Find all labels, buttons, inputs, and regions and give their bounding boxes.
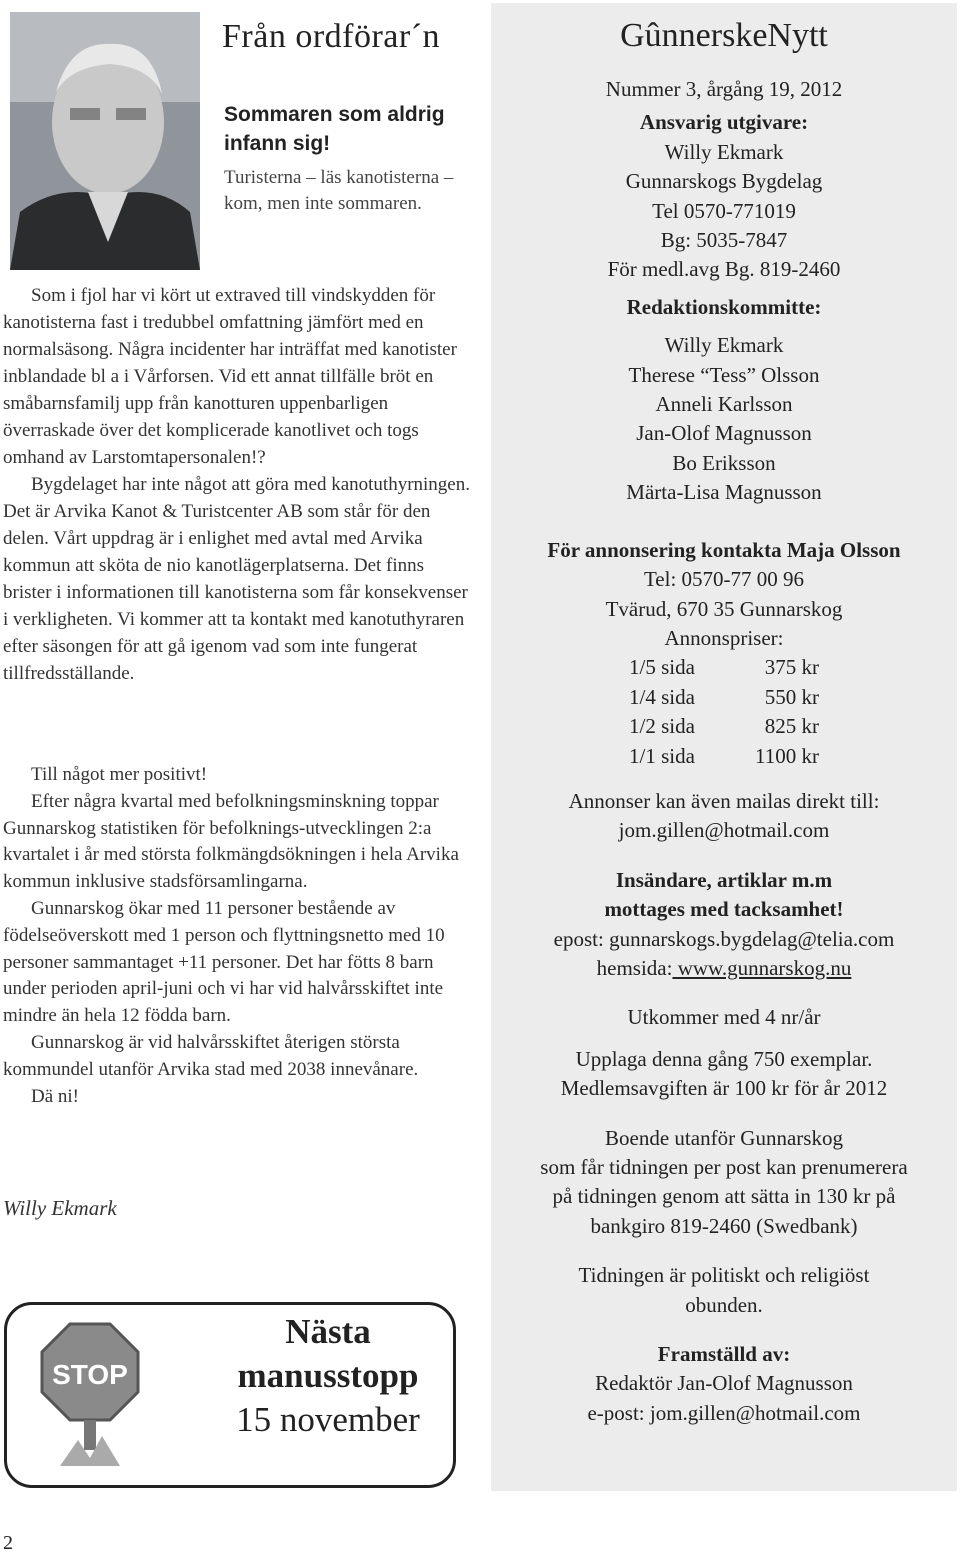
paragraph: Gunnarskog är vid halvårsskiftet återigen största kommundel utanför Arvika stad med 2038 innevånare.: [3, 1031, 419, 1080]
publisher-line: Bg: 5035-7847: [660, 228, 788, 253]
politics-line: obunden.: [685, 1292, 763, 1317]
page-title: Från ordförar´n: [222, 18, 441, 55]
price-size: 1/4 sida: [629, 684, 695, 709]
committee-heading: Redaktionskommitte:: [626, 294, 822, 319]
website-label: hemsida:: [596, 955, 673, 980]
frequency-line: Utkommer med 4 nr/år: [627, 1005, 821, 1030]
submissions-heading: mottages med tacksamhet!: [604, 897, 844, 922]
price-row: [491, 683, 957, 712]
submissions-heading: Insändare, artiklar m.m: [615, 867, 833, 892]
committee-member: Anneli Karlsson: [655, 392, 793, 417]
page-number: 2: [3, 1532, 13, 1554]
signature: Willy Ekmark: [3, 1196, 117, 1220]
subscription-line: som får tidningen per post kan prenumerera: [540, 1155, 908, 1179]
paragraph: Gunnarskog ökar med 11 personer bestående av födelseöverskott med 1 person och flyttningsnetto med 10 personer sammantaget +11 personer. Det har fötts 8 barn under perioden april-juni och vi har vid halvårsskiftet inte mindre än hela 12 födda barn.: [3, 897, 445, 1027]
paragraph: Bygdelaget har inte något att göra med kanotuthyrningen. Det är Arvika Kanot & Turistcenter AB som står för den delen. Vårt uppdrag är i enlighet med avtal med Arvika kommun att sköta de nio kanotlägerplatserna. Det finns brister i informationen till kanotisterna som får konsekvenser i verkligheten. Vi kommer att ta kontakt med kanotuthyraren efter säsongen för att gå igenom vad som inte fungerat tillfredsställande.: [3, 474, 470, 684]
publisher-line: För medl.avg Bg. 819-2460: [607, 257, 841, 282]
price-size: 1/2 sida: [629, 714, 695, 739]
author-photo: [10, 12, 200, 270]
price-row: [491, 742, 957, 771]
circulation-line: Medlemsavgiften är 100 kr för år 2012: [560, 1076, 888, 1101]
publisher-heading: Ansvarig utgivare:: [639, 110, 809, 135]
price-size: 1/1 sida: [629, 743, 695, 768]
price-row: [491, 653, 957, 682]
article-intro: Turisterna – läs kanotisterna – kom, men inte sommaren.: [224, 167, 454, 214]
stop-sign-text: STOP: [52, 1359, 128, 1390]
committee-member: Bo Eriksson: [672, 450, 776, 475]
price-amount: 550 kr: [764, 684, 819, 709]
politics-line: Tidningen är politiskt och religiöst: [578, 1263, 870, 1288]
deadline-text: [200, 1310, 456, 1442]
subscription-line: bankgiro 819-2460 (Swedbank): [590, 1213, 858, 1238]
issue-info: Nummer 3, årgång 19, 2012: [605, 77, 843, 101]
publisher-line: Gunnarskogs Bygdelag: [625, 169, 823, 194]
publisher-line: Tel 0570-771019: [652, 198, 796, 223]
subscription-line: på tidningen genom att sätta in 130 kr på: [552, 1184, 896, 1209]
paragraph: Som i fjol har vi kört ut extraved till vindskydden för kanotisterna fast i tredubbel omfattning jämfört med en normalsäsong. Några incidenter har inträffat med kanotister inblandade bl a i Vårforsen. Vid ett annat tillfälle bröt en småbarnsfamilj upp från kanotturen uppenbarligen överraskade över det komplicerade kanotlivet och togs omhand av Larstomtapersonalen!?: [3, 285, 457, 468]
circulation-line: Upplaga denna gång 750 exemplar.: [575, 1046, 873, 1071]
ads-mail-line: Annonser kan även mailas direkt till:: [568, 788, 880, 813]
ads-heading: För annonsering kontakta Maja Olsson: [547, 537, 901, 562]
deadline-date: 15 november: [236, 1400, 420, 1439]
price-amount: 1100 kr: [755, 743, 819, 768]
price-row: [491, 712, 957, 741]
masthead-title: GûnnerskeNytt: [620, 17, 828, 54]
committee-member: Jan-Olof Magnusson: [636, 421, 812, 446]
ads-contact-line: Annonspriser:: [664, 625, 784, 650]
ads-contact-line: Tel: 0570-77 00 96: [643, 567, 805, 592]
subscription-line: Boende utanför Gunnarskog: [605, 1125, 843, 1150]
committee-member: Märta-Lisa Magnusson: [626, 480, 822, 505]
article-body-part1: [3, 282, 473, 687]
paragraph: Dä ni!: [31, 1085, 80, 1107]
committee-member: Therese “Tess” Olsson: [628, 362, 820, 387]
ads-contact-line: Tvärud, 670 35 Gunnarskog: [605, 596, 843, 621]
producer-heading: Framställd av:: [657, 1342, 791, 1367]
deadline-line1: Nästa: [285, 1312, 371, 1351]
stop-sign-icon: [40, 1318, 150, 1468]
article-body-part2: [3, 762, 473, 1110]
price-size: 1/5 sida: [629, 655, 695, 680]
masthead-sidebar: [491, 3, 957, 1491]
producer-line: e-post: jom.gillen@hotmail.com: [587, 1400, 861, 1425]
committee-member: Willy Ekmark: [664, 333, 784, 358]
producer-line: Redaktör Jan-Olof Magnusson: [595, 1371, 853, 1396]
publisher-line: Willy Ekmark: [664, 139, 784, 164]
email-line: epost: gunnarskogs.bygdelag@telia.com: [553, 926, 895, 951]
website-line: [491, 954, 957, 983]
paragraph: Efter några kvartal med befolkningsminskning toppar Gunnarskog statistiken för befolknings-utvecklingen 2:a kvartalet i år med största folkmängdsökningen i hela Arvika kommun inklusive stadsförsamlingarna.: [3, 790, 459, 893]
ads-mail-address: jom.gillen@hotmail.com: [618, 818, 830, 843]
price-amount: 375 kr: [764, 655, 819, 680]
article-subheading: Sommaren som aldrig infann sig!: [224, 103, 445, 155]
paragraph: Till något mer positivt!: [31, 764, 208, 785]
website-link[interactable]: www.gunnarskog.nu: [672, 955, 852, 980]
deadline-line2: manusstopp: [237, 1356, 419, 1395]
price-amount: 825 kr: [764, 714, 819, 739]
